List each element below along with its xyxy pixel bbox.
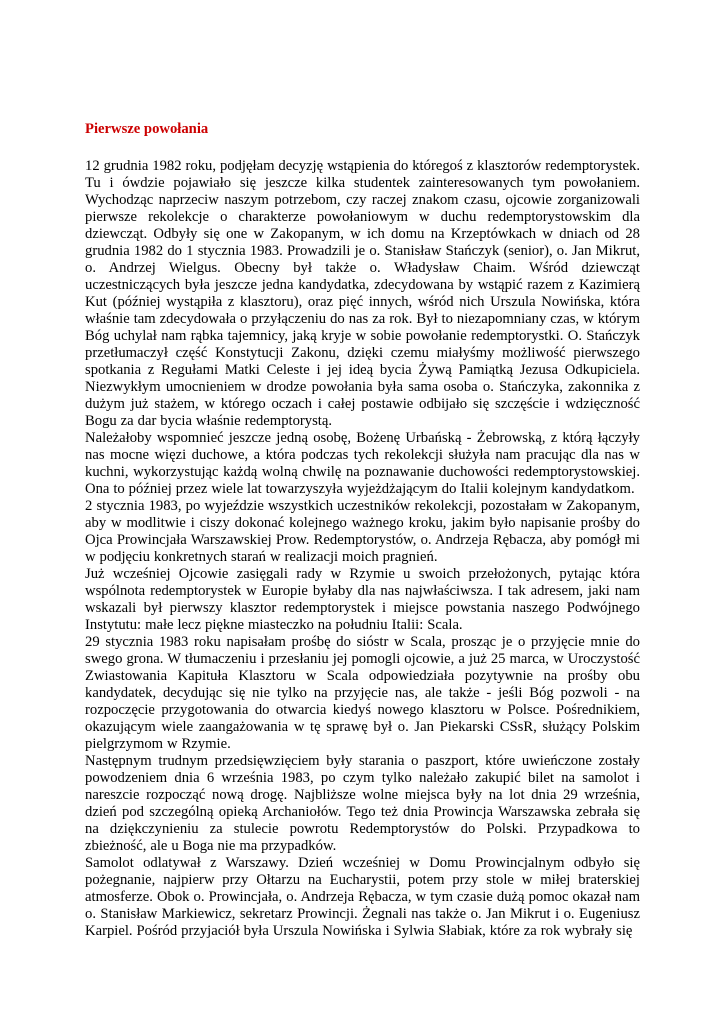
document-body bbox=[85, 158, 640, 940]
document-heading: Pierwsze powołania bbox=[85, 121, 209, 137]
paragraph-5: 29 stycznia 1983 roku napisałam prośbę do sióstr w Scala, prosząc je o przyjęcie mnie do swego grona. W tłumaczeniu i przesłaniu jej pomogli ojcowie, a już 25 marca, w Uroczystość Zwiastowania Kapituła Klasztoru w Scala odpowiedziała pozytywnie na prośby obu kandydatek, decydując się nie tylko na przyjęcie nas, ale także - jeśli Bóg pozwoli - na rozpoczęcie przygotowania do otwarcia kiedyś nowego klasztoru w Polsce. Pośrednikiem, okazującym wiele zaangażowania w tę sprawę był o. Jan Piekarski CSsR, służący Polskim pielgrzymom w Rzymie. bbox=[85, 634, 640, 752]
paragraph-4: Już wcześniej Ojcowie zasięgali rady w Rzymie u swoich przełożonych, pytając która wspólnota redemptorystek w Europie byłaby dla nas najwłaściwsza. I tak adresem, jaki nam wskazali był pierwszy klasztor redemptorystek i miejsce powstania naszego Podwójnego Instytutu: małe lecz piękne miasteczko na południu Italii: Scala. bbox=[85, 566, 640, 633]
paragraph-3: 2 stycznia 1983, po wyjeździe wszystkich uczestników rekolekcji, pozostałam w Zakopanym, aby w modlitwie i ciszy dokonać kolejnego ważnego kroku, jakim było napisanie prośby do Ojca Prowincjała Warszawskiej Prow. Redemptorystów, o. Andrzeja Rębacza, aby pomógł mi w podjęciu konkretnych starań w realizacji moich pragnień. bbox=[85, 498, 640, 565]
paragraph-6: Następnym trudnym przedsięwzięciem były starania o paszport, które uwieńczone zostały powodzeniem dnia 6 września 1983, po czym tylko należało zakupić bilet na samolot i nareszcie rozpocząć nową drogę. Najbliższe wolne miejsca były na lot dnia 29 września, dzień pod szczególną opieką Archaniołów. Tego też dnia Prowincja Warszawska zebrała się na dziękczynieniu za stulecie powrotu Redemptorystów do Polski. Przypadkowa to zbieżność, ale u Boga nie ma przypadków. bbox=[85, 753, 640, 854]
paragraph-7: Samolot odlatywał z Warszawy. Dzień wcześniej w Domu Prowincjalnym odbyło się pożegnanie, najpierw przy Ołtarzu na Eucharystii, potem przy stole w miłej braterskiej atmosferze. Obok o. Prowincjała, o. Andrzeja Rębacza, w tym czasie dużą pomoc okazał nam o. Stanisław Markiewicz, sekretarz Prowincji. Żegnali nas także o. Jan Mikrut i o. Eugeniusz Karpiel. Pośród przyjaciół była Urszula Nowińska i Sylwia Słabiak, które za rok wybrały się bbox=[85, 855, 640, 939]
paragraph-2: Należałoby wspomnieć jeszcze jedną osobę, Bożenę Urbańską - Żebrowską, z którą łączyły nas mocne więzi duchowe, a która podczas tych rekolekcji służyła nam pracując dla nas w kuchni, wykorzystując każdą wolną chwilę na poznawanie duchowości redemptorystowskiej. Ona to później przez wiele lat towarzyszyła wyjeżdżającym do Italii kolejnym kandydatkom. bbox=[85, 430, 640, 497]
paragraph-1: 12 grudnia 1982 roku, podjęłam decyzję wstąpienia do któregoś z klasztorów redemptorystek. Tu i ówdzie pojawiało się jeszcze kilka studentek zainteresowanych tym powołaniem. Wychodząc naprzeciw naszym potrzebom, czy raczej znakom czasu, ojcowie zorganizowali pierwsze rekolekcje o charakterze powołaniowym w duchu redemptorystowskim dla dziewcząt. Odbyły się one w Zakopanym, w ich domu na Krzeptówkach w dniach od 28 grudnia 1982 do 1 stycznia 1983. Prowadzili je o. Stanisław Stańczyk (senior), o. Jan Mikrut, o. Andrzej Wielgus. Obecny był także o. Władysław Chaim. Wśród dziewcząt uczestniczących była jeszcze jedna kandydatka, zdecydowana by wstąpić razem z Kazimierą Kut (później wystąpiła z klasztoru), oraz pięć innych, wśród nich Urszula Nowińska, która właśnie tam zdecydowała o przyłączeniu do nas za rok. Był to niezapomniany czas, w którym Bóg uchylał nam rąbka tajemnicy, jaką kryje w sobie powołanie redemptorystki. O. Stańczyk przetłumaczył część Konstytucji Zakonu, dzięki czemu miałyśmy możliwość pierwszego spotkania z Regułami Matki Celeste i jej ideą bycia Żywą Pamiątką Jezusa Odkupiciela. Niezwykłym umocnieniem w drodze powołania była sama osoba o. Stańczyka, zakonnika z dużym już stażem, w którego oczach i całej postawie odbijało się szczęście i wdzięczność Bogu za dar bycia właśnie redemptorystą. bbox=[85, 158, 640, 429]
